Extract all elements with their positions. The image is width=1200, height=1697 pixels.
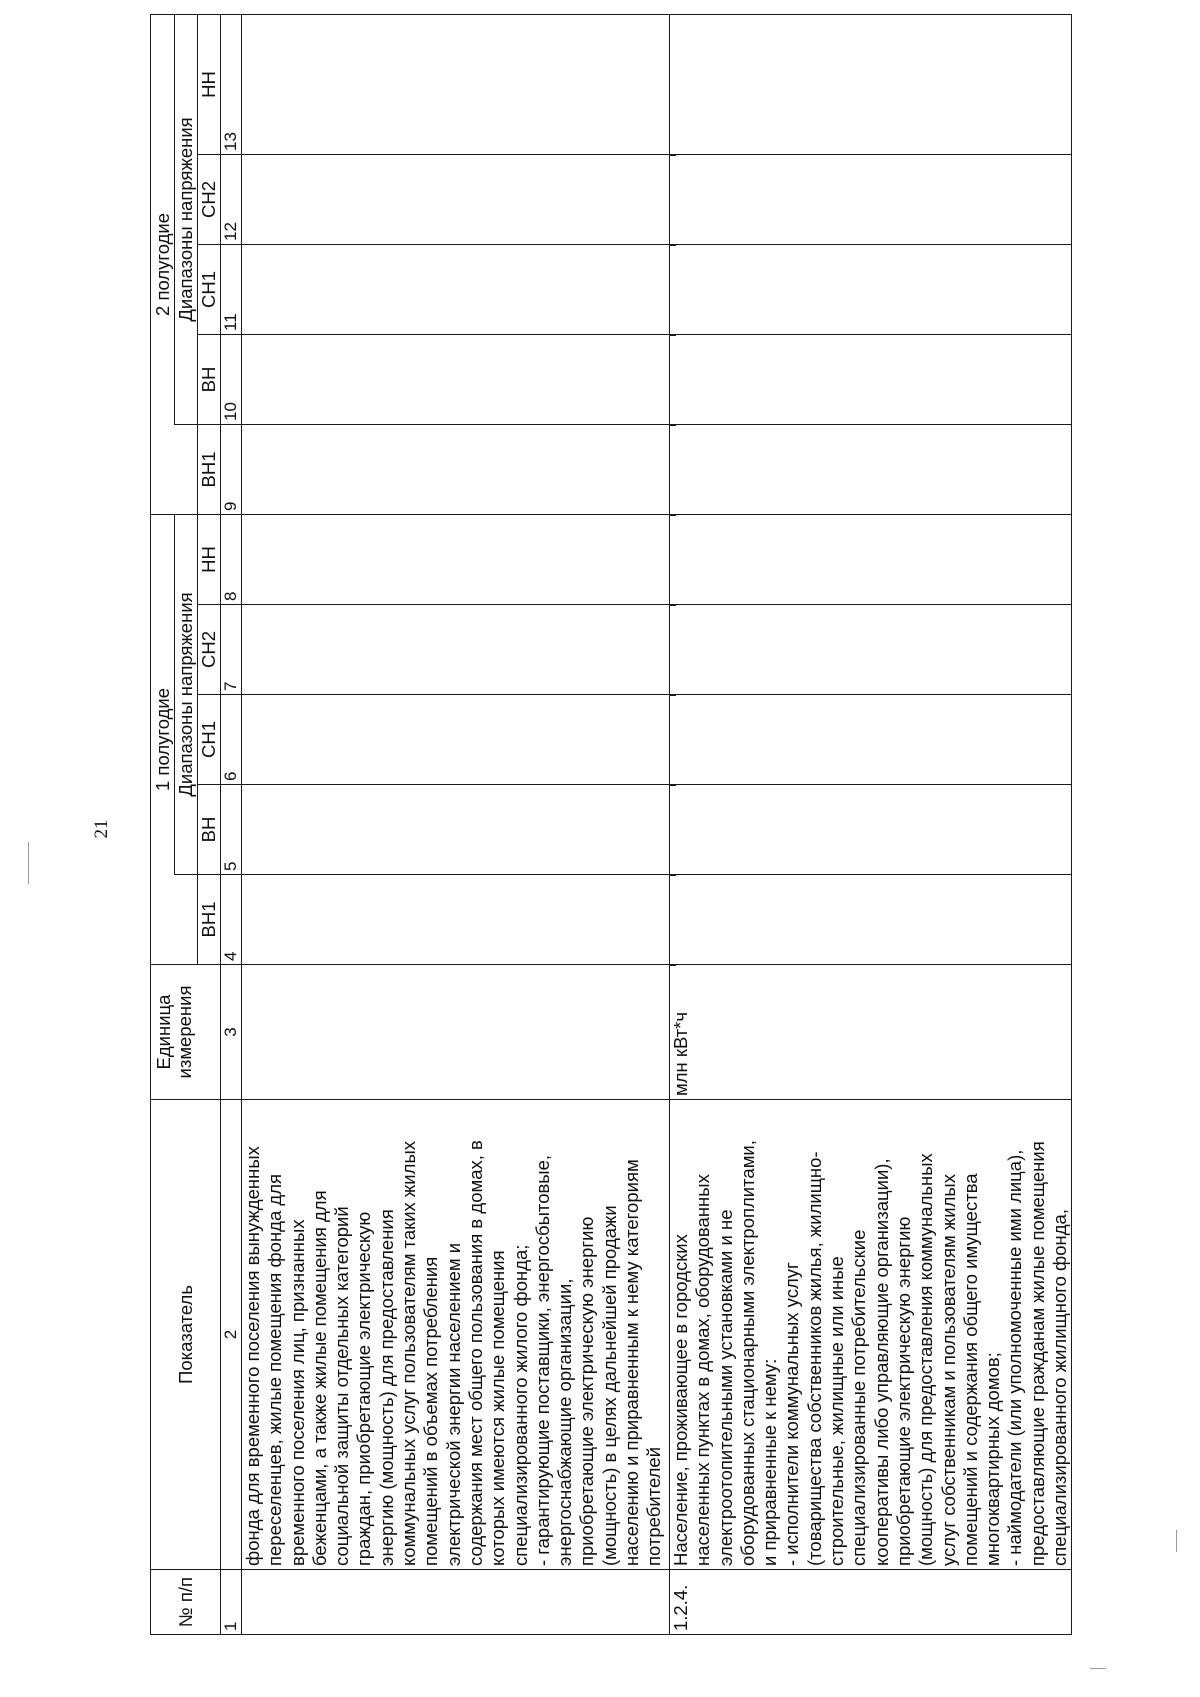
header-sn2-half2: СН2 xyxy=(198,154,221,244)
value-cell xyxy=(670,14,1072,154)
header-number: № п/п xyxy=(151,1570,221,1635)
value-cell xyxy=(670,875,1072,965)
column-number: 13 xyxy=(221,14,242,154)
row-unit xyxy=(242,965,670,1100)
column-number: 12 xyxy=(221,154,242,244)
value-cell xyxy=(242,14,670,154)
column-number: 9 xyxy=(221,424,242,514)
column-number: 1 xyxy=(221,1570,242,1635)
value-cell xyxy=(670,605,1072,695)
row-indicator-text: Население, проживающее в городских населенных пунктах в домах, оборудованных электроотопительными установками и не оборудованных стационарными электроплитами, и приравненные к нему: - исполнители коммунальных услуг (товарищества собственников жилья, жилищно- строительные, жилищные или иные специализированные потребительские кооперативы либо управляющие организации), приобретающие электрическую энергию (мощность) для предоставления коммунальных услуг собственникам и пользователям жилых помещений и содержания общего имущества многоквартирных домов; - наймодатели (или уполномоченные ими лица), предоставляющие гражданам жилые помещения специализированного жилищного фонда, xyxy=(670,1100,1072,1570)
value-cell xyxy=(242,244,670,334)
rotated-table-sheet xyxy=(150,15,1175,1635)
value-cell xyxy=(670,785,1072,875)
header-nn-half2: НН xyxy=(198,14,221,154)
column-number: 7 xyxy=(221,605,242,695)
header-vn1-half2: ВН1 xyxy=(198,424,221,514)
header-spacer-2 xyxy=(175,424,198,514)
column-number: 11 xyxy=(221,244,242,334)
value-cell xyxy=(242,605,670,695)
value-cell xyxy=(670,695,1072,785)
row-unit: млн кВт*ч xyxy=(670,965,1072,1100)
value-cell xyxy=(242,424,670,514)
value-cell xyxy=(670,514,1072,604)
table-row xyxy=(242,14,670,1634)
header-half-1: 1 полугодие xyxy=(151,514,175,964)
header-voltage-ranges-2: Диапазоны напряжения xyxy=(175,14,198,424)
header-voltage-ranges-1: Диапазоны напряжения xyxy=(175,514,198,874)
value-cell xyxy=(242,875,670,965)
value-cell xyxy=(242,334,670,424)
header-vn-half2: ВН xyxy=(198,334,221,424)
column-number: 10 xyxy=(221,334,242,424)
header-indicator: Показатель xyxy=(151,1100,221,1570)
column-number-row xyxy=(221,14,242,1634)
value-cell xyxy=(670,334,1072,424)
row-index xyxy=(242,1570,670,1635)
value-cell xyxy=(242,514,670,604)
value-cell xyxy=(242,154,670,244)
column-number: 4 xyxy=(221,875,242,965)
column-number: 5 xyxy=(221,785,242,875)
header-sn1-half2: СН1 xyxy=(198,244,221,334)
header-half-2: 2 полугодие xyxy=(151,14,175,514)
value-cell xyxy=(670,154,1072,244)
header-spacer-1 xyxy=(175,875,198,965)
column-number: 2 xyxy=(221,1100,242,1570)
header-unit: Единица измерения xyxy=(151,965,221,1100)
page-number: 21 xyxy=(91,819,112,839)
column-number: 8 xyxy=(221,514,242,604)
column-number: 6 xyxy=(221,695,242,785)
header-vn-half1: ВН xyxy=(198,785,221,875)
tariff-balance-table xyxy=(150,14,1072,1635)
row-index: 1.2.4. xyxy=(670,1570,1072,1635)
row-indicator-text: фонда для временного поселения вынужденных переселенцев, жилые помещения фонда для временного поселения лиц, признанных беженцами, а также жилые помещения для социальной защиты отдельных категорий граждан, приобретающие электрическую энергию (мощность) для предоставления коммунальных услуг пользователям таких жилых помещений в объемах потребления электрической энергии населением и содержания мест общего пользования в домах, в которых имеются жилые помещения специализированного жилого фонда; - гарантирующие поставщики, энергосбытовые, энергоснабжающие организации, приобретающие электрическую энергию (мощность) в целях дальнейшей продажи населению и приравненным к нему категориям потребителей xyxy=(242,1100,670,1570)
value-cell xyxy=(670,424,1072,514)
header-sn1-half1: СН1 xyxy=(198,695,221,785)
value-cell xyxy=(242,785,670,875)
header-nn-half1: НН xyxy=(198,514,221,604)
column-number: 3 xyxy=(221,965,242,1100)
table-row xyxy=(670,14,1072,1634)
header-sn2-half1: СН2 xyxy=(198,605,221,695)
header-vn1-half1: ВН1 xyxy=(198,875,221,965)
value-cell xyxy=(242,695,670,785)
value-cell xyxy=(670,244,1072,334)
